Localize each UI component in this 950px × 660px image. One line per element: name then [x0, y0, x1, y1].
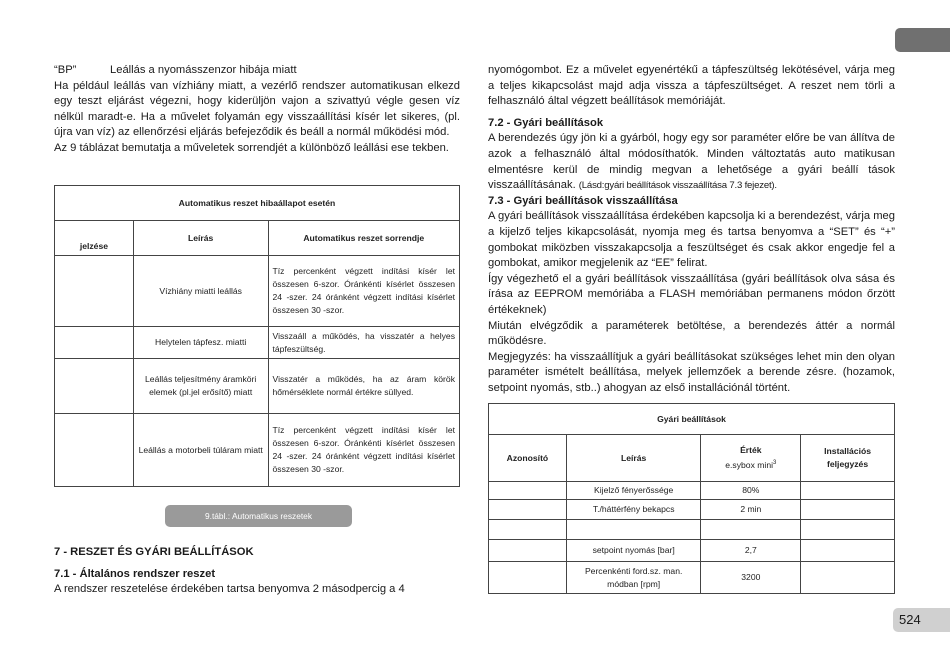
bp-code: “BP”: [54, 64, 77, 76]
cell-notes: [801, 500, 895, 520]
factory-settings-table: [488, 403, 895, 594]
value-model-sup: 3: [773, 460, 777, 467]
paragraph-factory-settings: A berendezés úgy jön ki a gyárból, hogy egy sor paraméter előre be van állítva de azok a felhasználó által módosíthatók. Minden változtatás auto matikusan elmentésre kerül de mindig megvan a lehetősége a gyári beállí tások visszaállításának. (Lásd:gyári beállítások visszaállítása 7.3 fejezet).: [488, 132, 895, 192]
table-title: Gyári beállítások: [489, 404, 895, 435]
table-row: [55, 256, 460, 327]
cell-sequence: Tíz percenként végzett indítási kísér let összesen 6-szor. Óránkénti kísérlet összesen 24 -szer. 24 óránként végzett indítási kísérlet összesen 30 -szor.: [268, 256, 460, 327]
cell-value: 3200: [701, 562, 801, 594]
cell-id: [489, 540, 567, 562]
cell-notes: [801, 562, 895, 594]
cell-description: Helytelen tápfesz. miatti: [133, 327, 268, 359]
bp-description: Leállás a nyomásszenzor hibája miatt: [110, 64, 297, 76]
table-caption: 9.tábl.: Automatikus reszetek: [165, 505, 352, 527]
cell-code: [55, 256, 134, 327]
cell-notes: [801, 520, 895, 540]
table-row: [55, 327, 460, 359]
paragraph-restore-eeprom: Így végezhető el a gyári beállítások visszaállítása (gyári beállítások olva sása és írása az EEPROM memóriába a FLASH memóriában permanens módon őrzött értékeknek): [488, 272, 895, 316]
value-label: Érték: [740, 445, 762, 456]
table-title: Automatikus reszet hibaállapot esetén: [55, 186, 460, 221]
paragraph-restore-steps: A gyári beállítások visszaállítása érdekében kapcsolja ki a berendezést, várja meg a kijelző teljes kikapcsolását, nyomja meg és tartsa benyomva a “SET” és “+” gombokat miközben visszakapcsolja a feszültséget és csak akkor engedje fel a gombokat, amikor megjelenik az “EE” felirat.: [488, 210, 895, 270]
cell-value: 80%: [701, 482, 801, 500]
cell-sequence: Visszaáll a működés, ha visszatér a helyes tápfeszültség.: [268, 327, 460, 359]
section-heading: 7 - RESZET ÉS GYÁRI BEÁLLÍTÁSOK: [54, 546, 254, 558]
column-header-sequence: Automatikus reszet sorrendje: [268, 221, 460, 256]
chapter-reference: (Lásd:gyári beállítások visszaállítása 7.3 fejezet).: [578, 180, 777, 192]
cell-sequence: Tíz percenként végzett indítási kísér let összesen 6-szor. Óránkénti kísérlet összesen 24 -szer. 24 óránként végzett indítási kísérlet összesen 30 -szor.: [268, 414, 460, 487]
cell-id: [489, 562, 567, 594]
column-header-description: Leírás: [133, 221, 268, 256]
paragraph-reset: A rendszer reszetelése érdekében tartsa benyomva 2 másodpercig a 4: [54, 583, 405, 596]
cell-id: [489, 520, 567, 540]
paragraph-table-reference: Az 9 táblázat bemutatja a műveletek sorrendjét a különböző leállási ese tekben.: [54, 141, 449, 154]
cell-description: Percenkénti ford.sz. man. módban [rpm]: [566, 562, 701, 594]
cell-id: [489, 482, 567, 500]
cell-value: [701, 520, 801, 540]
column-header-description: Leírás: [566, 435, 701, 482]
column-header-code: jelzése: [55, 221, 134, 256]
cell-description: Leállás a motorbeli túláram miatt: [133, 414, 268, 487]
chapter-tab-marker: [895, 28, 950, 52]
paragraph-reset-continued: nyomógombot. Ez a művelet egyenértékű a tápfeszültség lekötésével, várja meg a teljes kikapcsolást majd adja vissza a tápfeszültséget. A reszet nem törli a felhasználó által végzett beállítások memóriáját.: [488, 64, 895, 108]
table-row: [55, 414, 460, 487]
cell-sequence: Visszatér a működés, ha az áram körök hőmérséklete normál értékre süllyed.: [268, 359, 460, 414]
cell-value: 2,7: [701, 540, 801, 562]
cell-description: Kijelző fényerőssége: [566, 482, 701, 500]
paragraph-restore-normal: Miután elvégződik a paraméterek betöltése, a berendezés áttér a normál működésre.: [488, 319, 895, 348]
cell-description: [566, 520, 701, 540]
subsection-heading-7-1: 7.1 - Általános rendszer reszet: [54, 567, 216, 580]
cell-description: Vízhiány miatti leállás: [133, 256, 268, 327]
cell-code: [55, 327, 134, 359]
bp-line: [54, 63, 460, 79]
cell-description: T./háttérfény bekapcs: [566, 500, 701, 520]
cell-id: [489, 500, 567, 520]
cell-description: Leállás teljesítmény áramköri elemek (pl.jel erősítő) miatt: [133, 359, 268, 414]
cell-code: [55, 414, 134, 487]
cell-code: [55, 359, 134, 414]
cell-notes: [801, 482, 895, 500]
left-column: [54, 63, 460, 157]
table-row: [489, 520, 895, 540]
column-header-id: Azonosító: [489, 435, 567, 482]
table-row: [489, 562, 895, 594]
cell-description: setpoint nyomás [bar]: [566, 540, 701, 562]
cell-notes: [801, 540, 895, 562]
column-header-notes: Installációs feljegyzés: [801, 435, 895, 482]
table-row: [489, 482, 895, 500]
right-column: [488, 63, 895, 396]
auto-reset-table: [54, 185, 460, 487]
section-7: [54, 545, 460, 598]
table-row: [489, 500, 895, 520]
paragraph-note: Megjegyzés: ha visszaállítjuk a gyári beállításokat szükséges lehet min den olyan paraméter ismételt beállítása, melyek jellemzőek a berende zésre. (hozamok, setpoint nyomás, stb..) ahogyan az első installációnál történt.: [488, 350, 895, 394]
table-row: [55, 359, 460, 414]
value-model: e.sybox mini: [725, 459, 774, 470]
page-number: 524: [893, 608, 950, 632]
column-header-value: [701, 435, 801, 482]
paragraph-test-procedure: Ha például leállás van vízhiány miatt, a vezérlő rendszer automatikusan elkezd egy teszt eljárást végezni, hogy kiderüljön vajon a szivattyú végle gesen víz nélkül maradt-e. Ha a művelet folyamán egy visszaállítási kísér let sikeres, (pl. újra van víz) az ellenőrzési eljárás befejeződik és beáll a normál működési mód.: [54, 79, 460, 139]
subsection-heading-7-3: 7.3 - Gyári beállítások visszaállítása: [488, 194, 678, 207]
table-row: [489, 540, 895, 562]
subsection-heading-7-2: 7.2 - Gyári beállítások: [488, 116, 604, 129]
cell-value: 2 min: [701, 500, 801, 520]
